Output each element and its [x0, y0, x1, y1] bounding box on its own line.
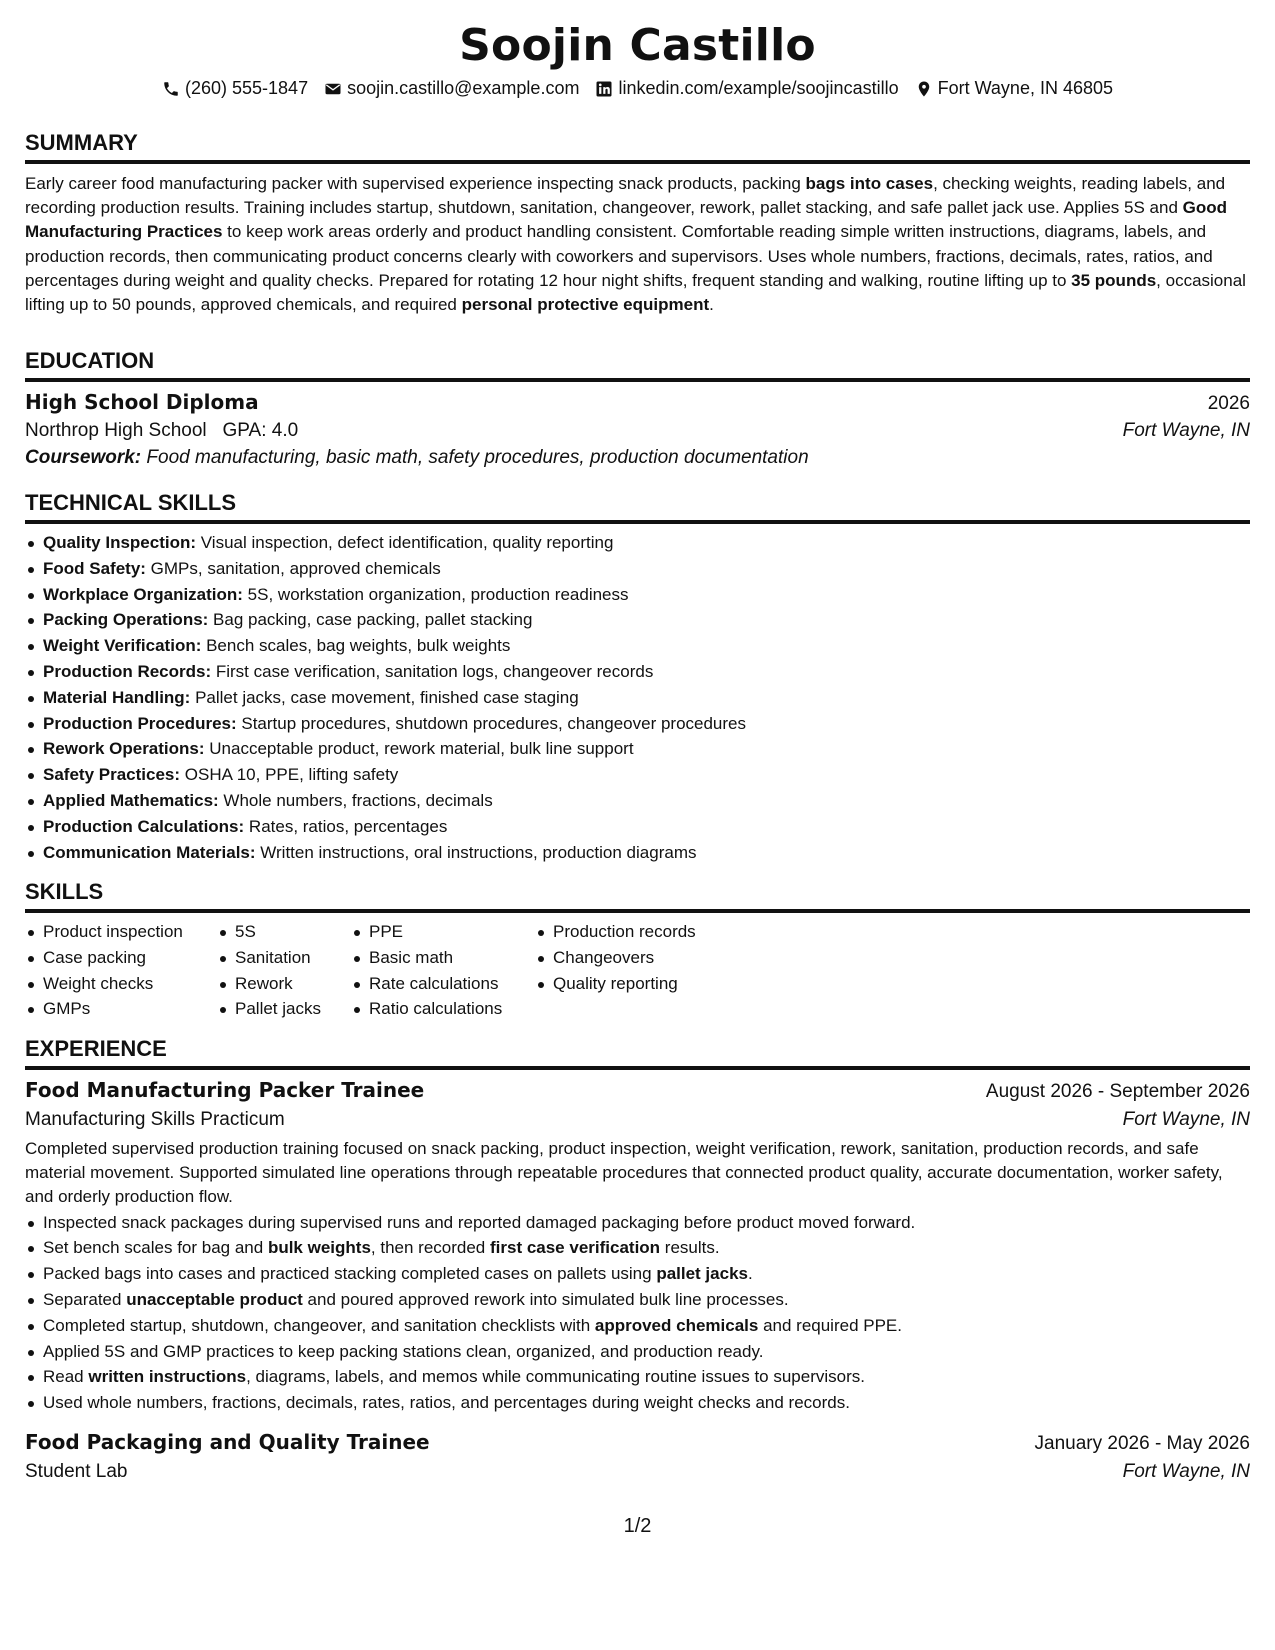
job-location: Fort Wayne, IN [1122, 1109, 1250, 1130]
job-header [25, 1430, 1250, 1455]
technical-skill-label: Workplace Organization: [43, 584, 243, 604]
technical-skill-item [25, 607, 1250, 633]
job-bullet [25, 1390, 1250, 1416]
skill-item: PPE [351, 919, 535, 945]
section-title-education: EDUCATION [25, 348, 1250, 382]
skill-item: Case packing [25, 945, 217, 971]
job-bullet [25, 1235, 1250, 1261]
text-run: and poured approved rework into simulated bulk line processes. [302, 1290, 789, 1309]
skill-item: Product inspection [25, 919, 217, 945]
job-bullet [25, 1339, 1250, 1365]
emphasized-text: first case verification [489, 1238, 661, 1258]
job-description: Completed supervised production training focused on snack packing, product inspection, weight verification, rework, sanitation, production records, and safe material movement. Supported simulated line operations through repeatable procedures that connected product quality, accurate documentation, worker safety, and orderly production flow. [25, 1139, 1223, 1207]
job-bullet [25, 1261, 1250, 1287]
technical-skill-item [25, 762, 1250, 788]
envelope-icon [324, 80, 342, 98]
text-run: Completed startup, shutdown, changeover, and sanitation checklists with [43, 1315, 595, 1335]
text-run: Early career food manufacturing packer with supervised experience inspecting snack products, packing [25, 174, 806, 193]
technical-skill-item [25, 840, 1250, 866]
skill-item: Changeovers [535, 945, 735, 971]
technical-skill-text: Pallet jacks, case movement, finished case staging [190, 687, 579, 707]
text-run: and required PPE. [758, 1315, 902, 1335]
technical-skill-item [25, 711, 1250, 737]
job-title: Food Packaging and Quality Trainee [25, 1429, 430, 1454]
text-run: Used whole numbers, fractions, decimals, rates, ratios, and percentages during weight checks and records. [43, 1393, 850, 1413]
education-row-2 [25, 420, 1250, 442]
school-location: Fort Wayne, IN [1122, 420, 1250, 441]
technical-skill-label: Safety Practices: [43, 765, 181, 785]
summary-text [25, 172, 1250, 317]
contact-email[interactable] [324, 78, 579, 99]
text-run: , checking weights, reading labels, and recording production results. Training includes startup, shutdown, sanitation, changeover, rework, pallet stacking, and safe pallet jack use. Applies 5S and [25, 174, 1226, 218]
emphasized-text: written instructions [88, 1367, 247, 1387]
skill-item: Rework [217, 971, 351, 997]
skill-item: GMPs [25, 996, 217, 1022]
job-bullet [25, 1287, 1250, 1313]
technical-skill-text: Bag packing, case packing, pallet stacking [208, 610, 533, 630]
text-run: , then recorded [370, 1238, 490, 1258]
candidate-name: Soojin Castillo [459, 20, 816, 71]
skills-grid [25, 919, 1250, 1022]
linkedin-icon [595, 80, 613, 98]
technical-skill-label: Material Handling: [43, 687, 191, 707]
coursework-label: Coursework: [25, 447, 142, 468]
job-header [25, 1078, 1250, 1103]
section-title-summary: SUMMARY [25, 130, 1250, 164]
text-run: to keep work areas orderly and product handling consistent. Comfortable reading simple written instructions, diagrams, labels, and production records, then communicating product concerns clearly with coworkers and supervisors. Uses whole numbers, fractions, decimals, rates, ratios, and percentages during weight and quality checks. Prepared for rotating 12 hour night shifts, frequent standing and walking, routine lifting up to [25, 222, 1213, 290]
technical-skill-item [25, 736, 1250, 762]
skill-item: Quality reporting [535, 971, 735, 997]
technical-skill-label: Applied Mathematics: [43, 790, 219, 810]
coursework [25, 447, 1250, 469]
text-run: Set bench scales for bag and [43, 1238, 268, 1258]
graduation-year: 2026 [1207, 393, 1250, 414]
page-number: 1/2 [623, 1515, 652, 1537]
section-title-technical-skills: TECHNICAL SKILLS [25, 490, 1250, 524]
contact-bar [25, 78, 1250, 99]
job-bullet [25, 1313, 1250, 1339]
technical-skill-item [25, 814, 1250, 840]
technical-skill-label: Quality Inspection: [43, 533, 197, 552]
linkedin-text: linkedin.com/example/soojincastillo [618, 78, 899, 98]
experience-section [25, 1036, 1250, 1483]
text-run: Inspected snack packages during supervised runs and reported damaged packaging before product moved forward. [43, 1212, 916, 1232]
skill-item: Basic math [351, 945, 535, 971]
text-run: , diagrams, labels, and memos while communicating routine issues to supervisors. [246, 1367, 865, 1387]
technical-skill-item [25, 556, 1250, 582]
skill-item: Ratio calculations [351, 996, 535, 1022]
summary-section [25, 130, 1250, 317]
job-title: Food Manufacturing Packer Trainee [25, 1078, 425, 1102]
text-run: . [747, 1264, 753, 1284]
job-dates: January 2026 - May 2026 [1034, 1432, 1250, 1454]
technical-skill-item [25, 633, 1250, 659]
school-info [25, 420, 298, 442]
section-title-skills: SKILLS [25, 879, 1250, 913]
technical-skill-text: Rates, ratios, percentages [244, 816, 448, 836]
technical-skill-label: Production Procedures: [43, 713, 237, 733]
technical-skill-text: GMPs, sanitation, approved chemicals [145, 558, 441, 578]
technical-skill-label: Production Calculations: [43, 816, 245, 836]
skill-item: Production records [535, 919, 735, 945]
technical-skill-item [25, 530, 1250, 556]
technical-skill-label: Production Records: [43, 661, 212, 681]
job-organization: Manufacturing Skills Practicum [25, 1109, 285, 1130]
technical-skill-item [25, 582, 1250, 608]
location-text: Fort Wayne, IN 46805 [937, 78, 1114, 98]
technical-skills-section [25, 490, 1250, 865]
contact-phone [162, 78, 308, 99]
contact-linkedin[interactable] [595, 78, 898, 99]
technical-skill-item [25, 788, 1250, 814]
emphasized-text: 35 pounds [1071, 270, 1157, 290]
job-location: Fort Wayne, IN [1122, 1460, 1250, 1482]
technical-skill-label: Packing Operations: [43, 610, 209, 630]
skill-item: Rate calculations [351, 971, 535, 997]
skill-item: Weight checks [25, 971, 217, 997]
skill-item: Sanitation [217, 945, 351, 971]
map-pin-icon [915, 80, 933, 98]
gpa: GPA: 4.0 [222, 420, 299, 441]
phone-text: (260) 555-1847 [184, 78, 309, 98]
emphasized-text: approved chemicals [594, 1315, 759, 1335]
skills-column [217, 919, 351, 1022]
job-entry [25, 1078, 1250, 1416]
technical-skill-label: Weight Verification: [43, 636, 202, 656]
technical-skill-item [25, 685, 1250, 711]
text-run: Read [43, 1367, 89, 1387]
education-section [25, 348, 1250, 469]
emphasized-text: Good Manufacturing Practices [25, 198, 1228, 242]
text-run: Packed bags into cases and practiced stacking completed cases on pallets using [43, 1264, 657, 1284]
text-run: Separated [43, 1290, 127, 1309]
technical-skill-text: Whole numbers, fractions, decimals [218, 790, 493, 810]
technical-skill-text: Startup procedures, shutdown procedures, changeover procedures [236, 713, 747, 733]
job-dates: August 2026 - September 2026 [985, 1081, 1250, 1102]
job-subheader [25, 1109, 1250, 1131]
email-text: soojin.castillo@example.com [347, 78, 580, 98]
technical-skill-text: Bench scales, bag weights, bulk weights [201, 636, 511, 656]
job-organization: Student Lab [25, 1460, 128, 1482]
technical-skill-text: Unacceptable product, rework material, bulk line support [204, 739, 634, 759]
skills-column [25, 919, 217, 1022]
skills-section [25, 879, 1250, 1022]
job-bullet [25, 1210, 1250, 1236]
job-entry [25, 1430, 1250, 1483]
emphasized-text: unacceptable product [126, 1290, 303, 1309]
technical-skill-item [25, 659, 1250, 685]
degree: High School Diploma [25, 390, 259, 414]
emphasized-text: pallet jacks [656, 1264, 748, 1284]
technical-skill-text: Written instructions, oral instructions, production diagrams [255, 842, 697, 862]
education-row-1 [25, 390, 1250, 415]
skill-item: 5S [217, 919, 351, 945]
school-name: Northrop High School [25, 420, 207, 441]
technical-skill-text: First case verification, sanitation logs, changeover records [211, 661, 654, 681]
skills-column [351, 919, 535, 1022]
technical-skills-list [25, 530, 1250, 865]
coursework-text: Food manufacturing, basic math, safety procedures, production documentation [146, 447, 809, 468]
job-bullets [25, 1210, 1250, 1416]
phone-icon [162, 80, 180, 98]
text-run: . [709, 295, 714, 315]
job-subheader [25, 1461, 1250, 1483]
section-title-experience: EXPERIENCE [25, 1036, 1250, 1070]
emphasized-text: bags into cases [805, 174, 934, 193]
emphasized-text: personal protective equipment [461, 295, 710, 315]
emphasized-text: bulk weights [267, 1238, 371, 1258]
contact-location [915, 78, 1113, 99]
text-run: results. [660, 1238, 720, 1258]
job-bullet [25, 1364, 1250, 1390]
text-run: , occasional lifting up to 50 pounds, approved chemicals, and required [25, 270, 1246, 315]
skills-column [535, 919, 735, 1022]
technical-skill-label: Rework Operations: [43, 739, 205, 759]
skill-item: Pallet jacks [217, 996, 351, 1022]
technical-skill-label: Food Safety: [43, 558, 146, 578]
technical-skill-text: Visual inspection, defect identification, quality reporting [196, 533, 614, 552]
technical-skill-text: OSHA 10, PPE, lifting safety [180, 765, 399, 785]
text-run: Applied 5S and GMP practices to keep packing stations clean, organized, and production ready. [43, 1341, 764, 1361]
technical-skill-label: Communication Materials: [43, 842, 256, 862]
technical-skill-text: 5S, workstation organization, production readiness [242, 584, 629, 604]
